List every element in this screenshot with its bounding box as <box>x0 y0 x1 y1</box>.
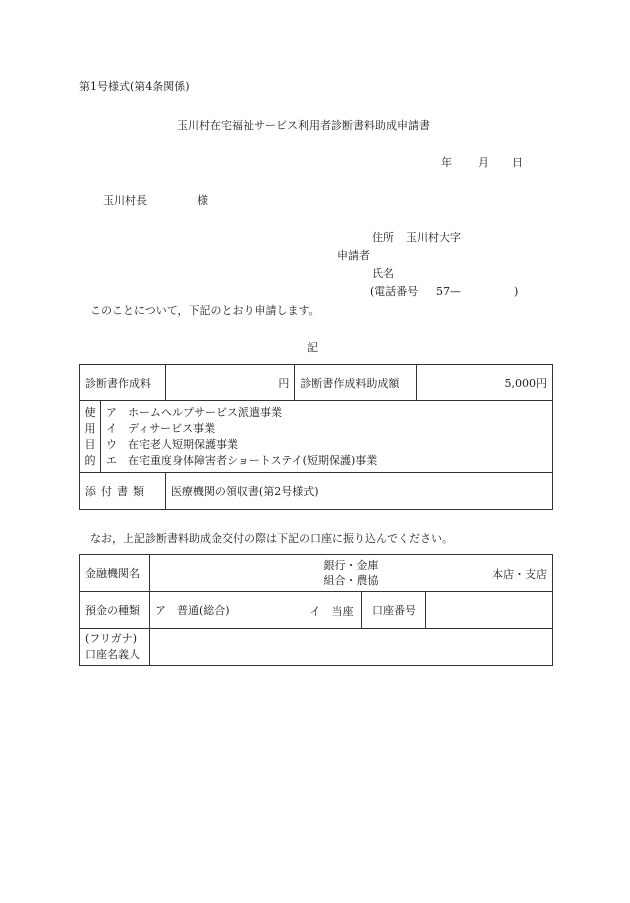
purpose-item: イ ディサービス事業 <box>105 421 216 435</box>
deposit-row <box>80 592 553 629</box>
form-number: 第1号様式(第4条関係) <box>79 80 190 93</box>
intro-text: このことについて，下記のとおり申請します。 <box>90 304 320 317</box>
account-number-label: 口座番号 <box>362 592 426 629</box>
application-table <box>79 364 553 510</box>
addressee-honorific: 様 <box>197 194 208 207</box>
date-month-label: 月 <box>478 156 489 169</box>
date-year-label: 年 <box>441 156 452 169</box>
ki-heading: 記 <box>307 341 318 354</box>
bank-label: 金融機関名 <box>80 555 150 592</box>
bank-row <box>80 555 553 592</box>
fee-row <box>80 365 553 401</box>
subsidy-value: 5,000円 <box>417 365 553 401</box>
deposit-option-current: イ 当座 <box>309 605 354 618</box>
purpose-list <box>100 401 552 473</box>
deposit-options <box>149 592 362 629</box>
address-label: 住所 <box>372 231 394 244</box>
holder-value <box>149 629 552 666</box>
attachment-value: 医療機関の領収書(第2号様式) <box>165 473 552 510</box>
account-number-value <box>426 592 553 629</box>
phone-label: (電話番号 <box>370 285 419 298</box>
purpose-item: ウ 在宅老人短期保護事業 <box>105 437 238 451</box>
bank-value-cell <box>149 555 552 592</box>
purpose-label: 使 用 目 的 <box>80 401 101 473</box>
document-title: 玉川村在宅福祉サービス利用者診断書料助成申請書 <box>177 119 430 132</box>
phone-prefix: 57— <box>436 285 461 298</box>
date-day-label: 日 <box>512 156 523 169</box>
fee-label: 診断書作成料 <box>80 365 166 401</box>
addressee-name: 玉川村長 <box>103 194 147 207</box>
attachment-label: 添付書類 <box>80 473 166 510</box>
purpose-item: エ 在宅重度身体障害者ショートステイ(短期保護)事業 <box>105 453 378 467</box>
address-value: 玉川村大字 <box>406 231 461 244</box>
subsidy-label: 診断書作成料助成額 <box>295 365 417 401</box>
holder-row <box>80 629 553 666</box>
note-text: なお，上記診断書料助成金交付の際は下記の口座に振り込んでください。 <box>90 532 453 545</box>
fee-unit: 円 <box>165 365 294 401</box>
branch-type: 本店・支店 <box>492 568 547 581</box>
purpose-row <box>80 401 553 473</box>
holder-label: (フリガナ) 口座名義人 <box>80 629 150 666</box>
purpose-item: ア ホームヘルプサービス派遣事業 <box>105 405 282 419</box>
deposit-label: 預金の種類 <box>80 592 150 629</box>
applicant-label: 申請者 <box>337 249 370 262</box>
phone-close-paren: ) <box>514 285 519 298</box>
bank-type-options: 銀行・金庫 組合・農協 <box>323 559 379 587</box>
deposit-option-regular: ア 普通(総合) <box>154 604 230 617</box>
name-label: 氏名 <box>372 267 394 280</box>
bank-account-table <box>79 554 553 666</box>
attachment-row <box>80 473 553 510</box>
